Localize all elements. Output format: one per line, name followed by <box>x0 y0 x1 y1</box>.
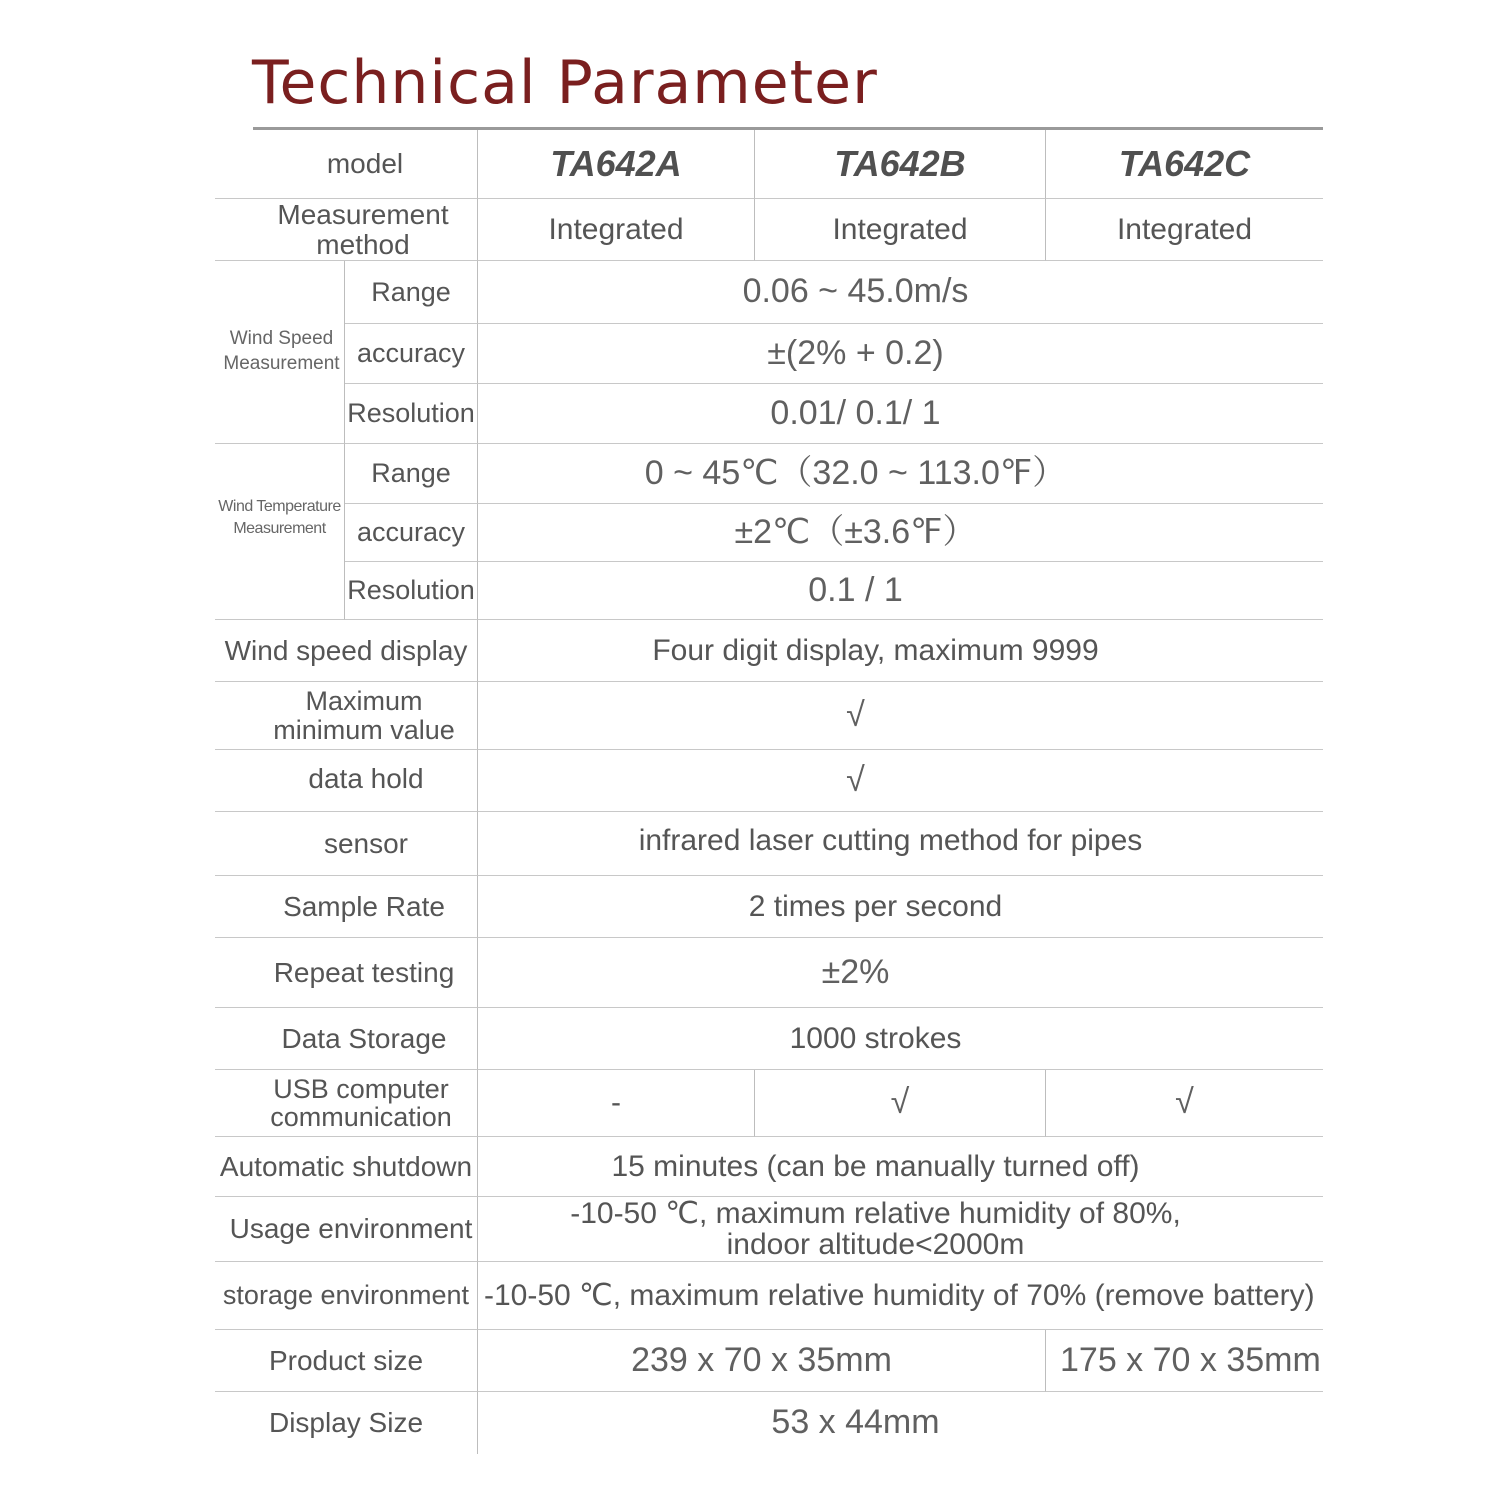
automatic-shutdown-value: 15 minutes (can be manually turned off) <box>478 1137 1323 1197</box>
wind-speed-range-label: Range <box>345 261 478 324</box>
wind-speed-resolution-value: 0.01/ 0.1/ 1 <box>478 384 1323 444</box>
display-size-label: Display Size <box>215 1392 478 1454</box>
storage-environment-value: -10-50 ℃, maximum relative humidity of 70% (remove battery) <box>478 1262 1323 1330</box>
product-size-ab-value: 239 x 70 x 35mm <box>478 1330 1046 1392</box>
max-min-value-check: √ <box>478 682 1323 750</box>
data-hold-check: √ <box>478 750 1323 812</box>
display-size-value: 53 x 44mm <box>771 1403 940 1442</box>
measurement-method-b: Integrated <box>755 199 1046 261</box>
sample-rate-label: Sample Rate <box>215 876 478 938</box>
wind-speed-range-value: 0.06 ~ 45.0m/s <box>478 261 1323 324</box>
model-b: TA642B <box>755 130 1046 199</box>
usb-communication-c: √ <box>1046 1070 1323 1137</box>
data-storage-label: Data Storage <box>215 1008 478 1070</box>
usb-communication-label: USB computer communication <box>215 1070 478 1137</box>
measurement-method-label: Measurement method <box>215 199 478 261</box>
repeat-testing-label: Repeat testing <box>215 938 478 1008</box>
usage-environment-label: Usage environment <box>215 1197 478 1262</box>
wind-temperature-range-value: 0 ~ 45℃（32.0 ~ 113.0℉） <box>478 444 1323 504</box>
spec-table <box>215 130 1335 1454</box>
wind-speed-group-label: Wind Speed Measurement <box>215 261 345 444</box>
usb-communication-a: - <box>478 1070 755 1137</box>
storage-environment-label: storage environment <box>215 1262 478 1330</box>
wind-speed-accuracy-value: ±(2% + 0.2) <box>478 324 1323 384</box>
product-size-label: Product size <box>215 1330 478 1392</box>
model-c: TA642C <box>1046 130 1323 199</box>
usage-environment-line1: -10-50 ℃, maximum relative humidity of 80%, <box>570 1196 1181 1230</box>
sensor-label: sensor <box>215 812 478 876</box>
wind-temperature-accuracy-value: ±2℃（±3.6℉） <box>478 504 1323 562</box>
repeat-testing-value: ±2% <box>478 938 1323 1008</box>
usb-communication-b: √ <box>755 1070 1046 1137</box>
measurement-method-a: Integrated <box>478 199 755 261</box>
measurement-method-c: Integrated <box>1046 199 1323 261</box>
max-min-value-label: Maximum minimum value <box>215 682 478 750</box>
data-storage-value: 1000 strokes <box>478 1008 1323 1070</box>
wind-temperature-resolution-value: 0.1 / 1 <box>478 562 1323 620</box>
sensor-value-cell <box>478 812 1323 876</box>
wind-speed-display-value: Four digit display, maximum 9999 <box>478 620 1323 682</box>
wind-temperature-range-label: Range <box>345 444 478 504</box>
wind-speed-display-label: Wind speed display <box>215 620 478 682</box>
model-a: TA642A <box>478 130 755 199</box>
sensor-value-clip <box>639 812 1143 860</box>
page-title: Technical Parameter <box>252 48 878 118</box>
wind-temperature-resolution-label: Resolution <box>345 562 478 620</box>
sensor-value: infrared laser cutting method for pipes <box>638 824 1143 857</box>
wind-speed-resolution-label: Resolution <box>345 384 478 444</box>
model-label: model <box>215 130 478 199</box>
automatic-shutdown-label: Automatic shutdown <box>215 1137 478 1197</box>
product-size-c-value: 175 x 70 x 35mm <box>1046 1330 1323 1392</box>
data-hold-label: data hold <box>215 750 478 812</box>
usage-environment-line2: indoor altitude<2000m <box>726 1228 1025 1261</box>
wind-speed-accuracy-label: accuracy <box>345 324 478 384</box>
wind-temperature-accuracy-label: accuracy <box>345 504 478 562</box>
usage-environment-value <box>478 1197 1323 1262</box>
wind-temperature-group-label: Wind Temperature Measurement <box>215 444 345 620</box>
sample-rate-value: 2 times per second <box>478 876 1323 938</box>
